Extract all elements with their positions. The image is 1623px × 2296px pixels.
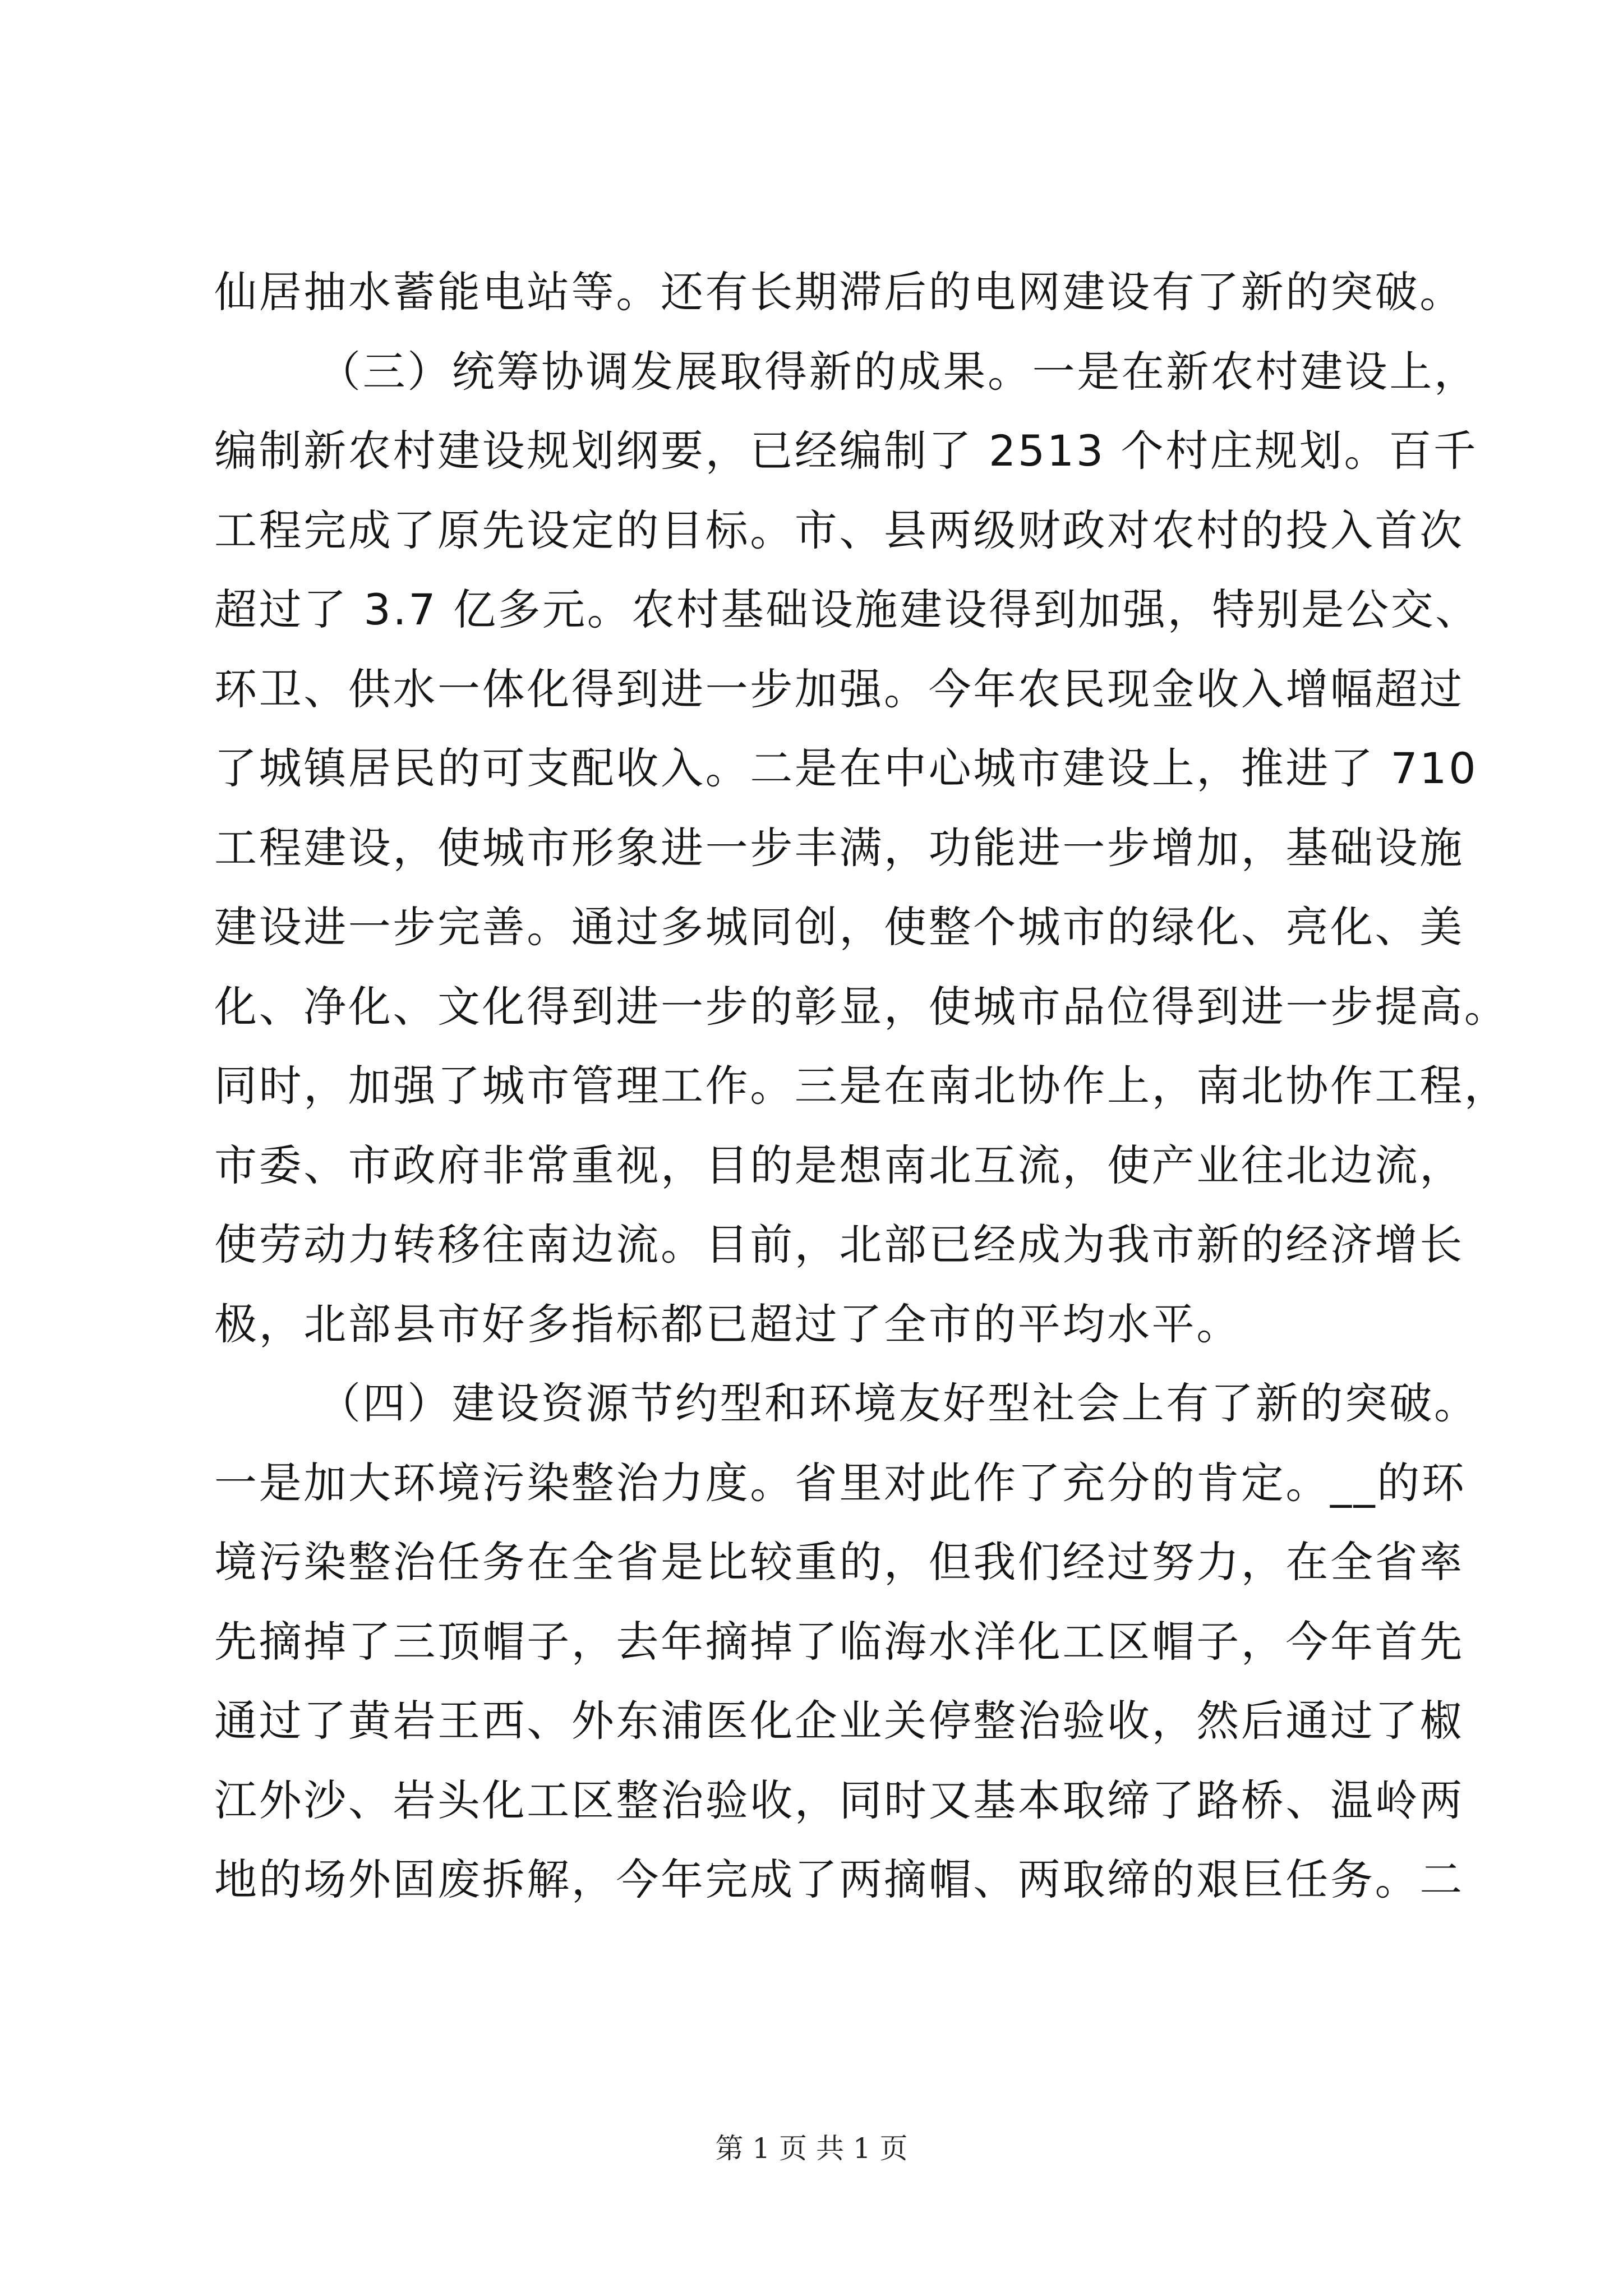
text-line: 使劳动力转移往南边流。目前，北部已经成为我市新的经济增长 (214, 1220, 1464, 1269)
text-line: 化、净化、文化得到进一步的彰显，使城市品位得到进一步提高。 (214, 981, 1509, 1032)
text-line: 一是加大环境污染整治力度。省里对此作了充分的肯定。__的环 (214, 1457, 1467, 1508)
paragraph-heading-line: （三）统筹协调发展取得新的成果。一是在新农村建设上， (318, 346, 1479, 397)
text-line: 工程建设，使城市形象进一步丰满，功能进一步增加，基础设施 (214, 822, 1464, 873)
text-line: 环卫、供水一体化得到进一步加强。今年农民现金收入增幅超过 (214, 664, 1464, 714)
text-line: 编制新农村建设规划纲要，已经编制了 2513 个村庄规划。百千 (214, 426, 1478, 476)
text-line: 同时，加强了城市管理工作。三是在南北协作上，南北协作工程， (214, 1061, 1509, 1111)
body-text (214, 252, 1509, 1920)
text-line: 境污染整治任务在全省是比较重的，但我们经过努力，在全省率 (214, 1537, 1464, 1587)
text-line: 通过了黄岩王西、外东浦医化企业关停整治验收，然后通过了椒 (214, 1696, 1464, 1746)
text-line: 市委、市政府非常重视，目的是想南北互流，使产业往北边流， (214, 1140, 1464, 1190)
page-footer: 第 1 页 共 1 页 (715, 2132, 908, 2165)
text-line: 江外沙、岩头化工区整治验收，同时又基本取缔了路桥、温岭两 (214, 1775, 1464, 1825)
text-line: 超过了 3.7 亿多元。农村基础设施建设得到加强，特别是公交、 (214, 585, 1480, 634)
text-line: 工程完成了原先设定的目标。市、县两级财政对农村的投入首次 (214, 505, 1464, 555)
paragraph-heading-line: （四）建设资源节约型和环境友好型社会上有了新的突破。 (318, 1378, 1479, 1428)
text-line: 了城镇居民的可支配收入。二是在中心城市建设上，推进了 710 (214, 743, 1478, 793)
text-line: 先摘掉了三顶帽子，去年摘掉了临海水洋化工区帽子，今年首先 (214, 1616, 1464, 1667)
text-line: 地的场外固废拆解，今年完成了两摘帽、两取缔的艰巨任务。二 (214, 1855, 1464, 1904)
text-line: 建设进一步完善。通过多城同创，使整个城市的绿化、亮化、美 (214, 902, 1464, 952)
text-line: 极，北部县市好多指标都已超过了全市的平均水平。 (214, 1299, 1241, 1349)
text-line: 仙居抽水蓄能电站等。还有长期滞后的电网建设有了新的突破。 (214, 267, 1464, 317)
